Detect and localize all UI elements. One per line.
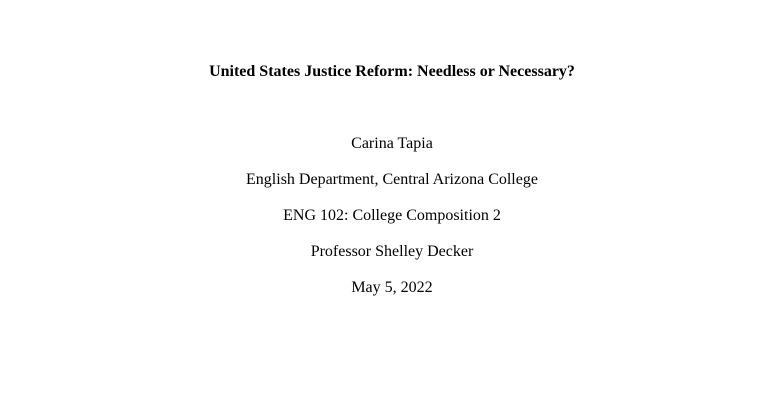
department: English Department, Central Arizona College [246, 171, 538, 188]
course-name: ENG 102: College Composition 2 [283, 207, 501, 224]
professor-name: Professor Shelley Decker [310, 243, 474, 260]
submission-date: May 5, 2022 [351, 279, 433, 296]
author-name: Carina Tapia [351, 135, 433, 152]
paper-title: United States Justice Reform: Needless or Necessary? [209, 63, 575, 80]
